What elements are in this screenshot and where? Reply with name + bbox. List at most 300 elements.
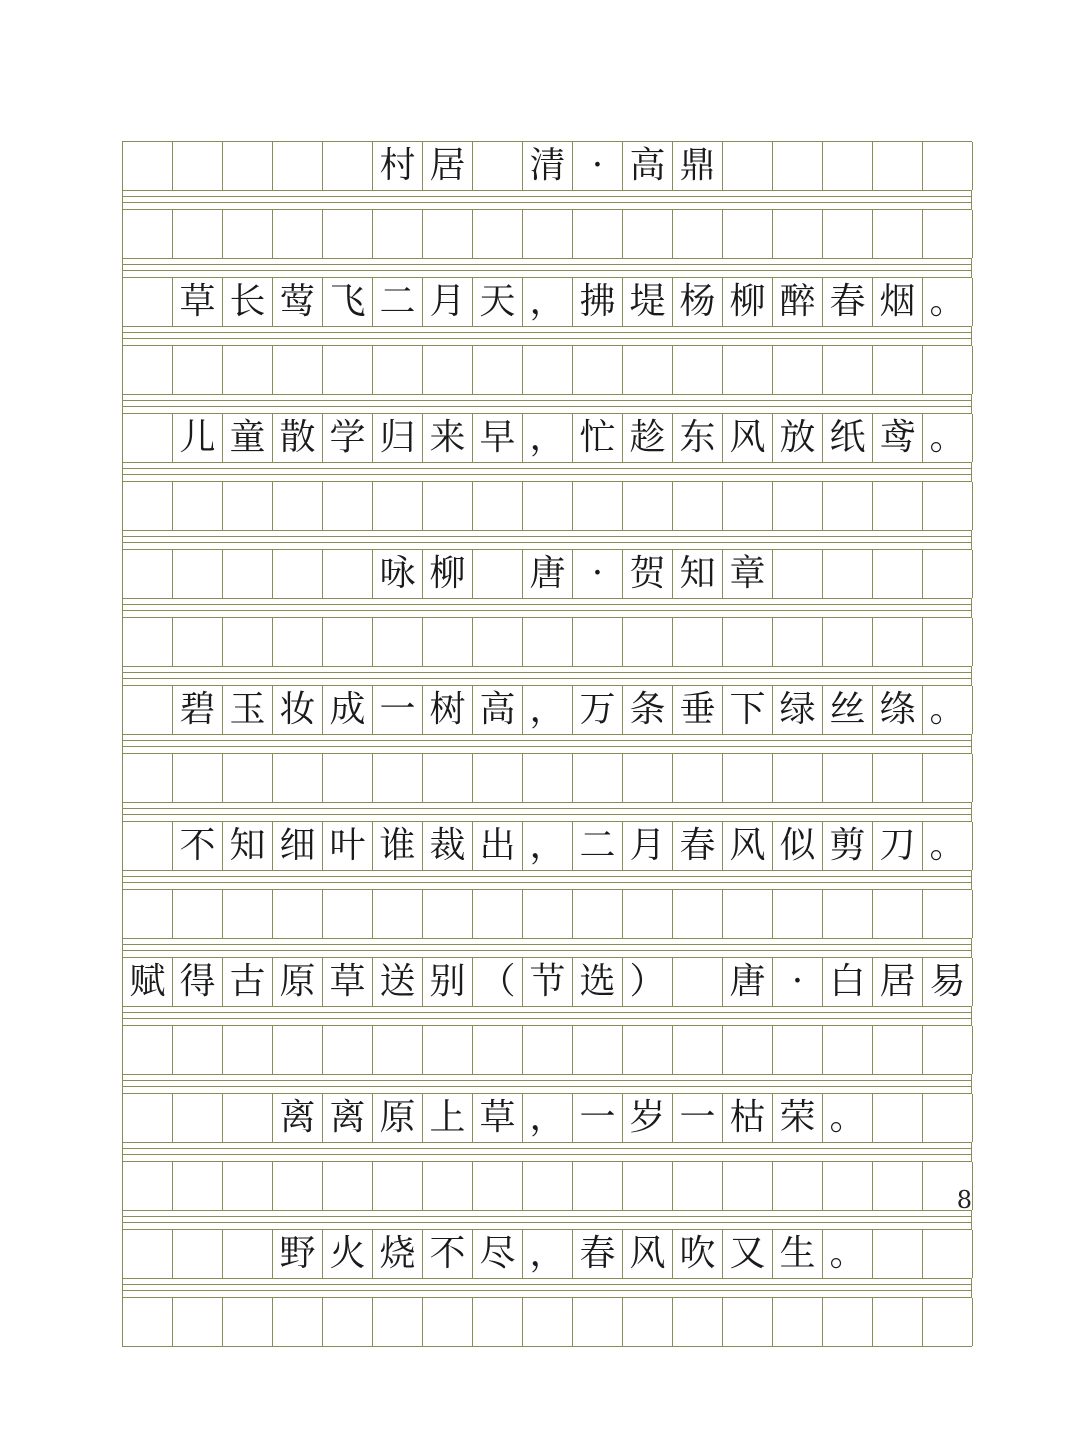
- grid-cell: [523, 346, 573, 394]
- grid-cell: [823, 1298, 873, 1346]
- grid-cell: [773, 1026, 823, 1074]
- grid-cell: [173, 1026, 223, 1074]
- row-gap-lines: [122, 1210, 972, 1229]
- grid-cell: 荣: [773, 1094, 823, 1142]
- grid-cell: [423, 754, 473, 802]
- grid-cell: [773, 482, 823, 530]
- grid-row: [122, 617, 972, 666]
- grid-cell: [273, 482, 323, 530]
- grid-cell: 烟: [873, 278, 923, 326]
- grid-cell: 草: [473, 1094, 523, 1142]
- grid-cell: 草: [323, 958, 373, 1006]
- grid-cell: [323, 210, 373, 258]
- grid-cell: [823, 142, 873, 190]
- grid-cell: [723, 346, 773, 394]
- grid-cell: 高: [473, 686, 523, 734]
- grid-cell: 拂: [573, 278, 623, 326]
- grid-cell: 天: [473, 278, 523, 326]
- grid-cell: ，: [523, 1230, 573, 1278]
- grid-cell: 。: [823, 1094, 873, 1142]
- grid-cell: [223, 1026, 273, 1074]
- grid-cell: [923, 1094, 973, 1142]
- grid-cell: [773, 754, 823, 802]
- grid-cell: [673, 346, 723, 394]
- grid-cell: [723, 890, 773, 938]
- grid-cell: [773, 346, 823, 394]
- grid-cell: [523, 1162, 573, 1210]
- grid-cell: 一: [673, 1094, 723, 1142]
- grid-cell: [273, 142, 323, 190]
- grid-cell: [273, 1162, 323, 1210]
- grid-cell: [223, 482, 273, 530]
- grid-cell: [873, 210, 923, 258]
- grid-cell: 二: [573, 822, 623, 870]
- grid-cell: 东: [673, 414, 723, 462]
- grid-cell: [123, 1026, 173, 1074]
- grid-cell: 学: [323, 414, 373, 462]
- grid-cell: [873, 1094, 923, 1142]
- grid-cell: [623, 482, 673, 530]
- grid-cell: [623, 618, 673, 666]
- grid-row: [122, 277, 972, 326]
- grid-cell: 裁: [423, 822, 473, 870]
- grid-cell: [923, 482, 973, 530]
- grid-cell: 易: [923, 958, 973, 1006]
- grid-cell: 叶: [323, 822, 373, 870]
- grid-cell: [473, 550, 523, 598]
- grid-cell: ，: [523, 686, 573, 734]
- grid-cell: 高: [623, 142, 673, 190]
- writing-grid: [122, 141, 972, 1347]
- grid-row: [122, 1025, 972, 1074]
- row-gap-lines: [122, 666, 972, 685]
- grid-cell: [773, 1298, 823, 1346]
- grid-row: [122, 685, 972, 734]
- grid-cell: [773, 550, 823, 598]
- grid-cell: [373, 210, 423, 258]
- grid-cell: 一: [573, 1094, 623, 1142]
- grid-cell: [573, 1162, 623, 1210]
- grid-cell: 枯: [723, 1094, 773, 1142]
- grid-cell: 。: [923, 822, 973, 870]
- row-gap-lines: [122, 530, 972, 549]
- grid-cell: [473, 1026, 523, 1074]
- grid-cell: [223, 550, 273, 598]
- grid-cell: 月: [423, 278, 473, 326]
- grid-cell: [123, 210, 173, 258]
- grid-cell: 鸢: [873, 414, 923, 462]
- row-gap-lines: [122, 326, 972, 345]
- grid-cell: 草: [173, 278, 223, 326]
- grid-cell: [473, 346, 523, 394]
- grid-cell: 知: [223, 822, 273, 870]
- grid-cell: 刀: [873, 822, 923, 870]
- grid-cell: [873, 754, 923, 802]
- grid-cell: 又: [723, 1230, 773, 1278]
- grid-cell: 烧: [373, 1230, 423, 1278]
- grid-cell: 趁: [623, 414, 673, 462]
- grid-cell: 堤: [623, 278, 673, 326]
- grid-cell: [923, 550, 973, 598]
- grid-cell: [823, 754, 873, 802]
- grid-cell: [323, 754, 373, 802]
- grid-cell: 似: [773, 822, 823, 870]
- grid-cell: ·: [773, 958, 823, 1006]
- grid-cell: [723, 210, 773, 258]
- grid-cell: ，: [523, 278, 573, 326]
- grid-cell: 白: [823, 958, 873, 1006]
- row-gap-lines: [122, 1074, 972, 1093]
- grid-cell: 谁: [373, 822, 423, 870]
- grid-cell: [923, 1230, 973, 1278]
- grid-cell: [123, 1230, 173, 1278]
- grid-cell: [123, 822, 173, 870]
- grid-cell: 村: [373, 142, 423, 190]
- grid-row: [122, 141, 972, 190]
- grid-cell: 知: [673, 550, 723, 598]
- grid-cell: [573, 1298, 623, 1346]
- grid-row: [122, 1297, 972, 1347]
- grid-cell: 清: [523, 142, 573, 190]
- grid-cell: [423, 346, 473, 394]
- grid-cell: 火: [323, 1230, 373, 1278]
- grid-cell: [373, 346, 423, 394]
- grid-cell: [923, 346, 973, 394]
- grid-cell: [723, 618, 773, 666]
- grid-cell: [223, 1162, 273, 1210]
- row-gap-lines: [122, 734, 972, 753]
- grid-cell: [223, 142, 273, 190]
- grid-cell: [723, 1298, 773, 1346]
- grid-cell: [923, 1298, 973, 1346]
- row-gap-lines: [122, 1278, 972, 1297]
- grid-cell: [173, 1162, 223, 1210]
- grid-cell: [223, 754, 273, 802]
- grid-cell: 柳: [423, 550, 473, 598]
- grid-cell: [173, 1298, 223, 1346]
- grid-cell: [223, 1298, 273, 1346]
- grid-cell: [473, 482, 523, 530]
- grid-cell: [323, 142, 373, 190]
- grid-cell: 细: [273, 822, 323, 870]
- grid-cell: [873, 1026, 923, 1074]
- grid-cell: [473, 210, 523, 258]
- grid-cell: [373, 618, 423, 666]
- grid-row: [122, 209, 972, 258]
- grid-cell: [673, 1298, 723, 1346]
- grid-cell: [423, 1298, 473, 1346]
- grid-cell: [823, 482, 873, 530]
- grid-cell: [523, 1026, 573, 1074]
- grid-cell: [873, 346, 923, 394]
- grid-cell: 居: [423, 142, 473, 190]
- grid-cell: 春: [673, 822, 723, 870]
- grid-row: [122, 345, 972, 394]
- grid-cell: ，: [523, 414, 573, 462]
- grid-cell: ·: [573, 550, 623, 598]
- row-gap-lines: [122, 1142, 972, 1161]
- grid-cell: [273, 754, 323, 802]
- grid-cell: [123, 754, 173, 802]
- grid-cell: [773, 618, 823, 666]
- grid-cell: 吹: [673, 1230, 723, 1278]
- grid-cell: 春: [573, 1230, 623, 1278]
- grid-cell: [123, 1094, 173, 1142]
- grid-cell: [323, 550, 373, 598]
- grid-cell: [373, 890, 423, 938]
- grid-cell: [623, 754, 673, 802]
- grid-cell: [773, 210, 823, 258]
- grid-cell: ，: [523, 822, 573, 870]
- grid-cell: [123, 482, 173, 530]
- grid-cell: [923, 1026, 973, 1074]
- grid-cell: 原: [273, 958, 323, 1006]
- grid-cell: [173, 142, 223, 190]
- grid-cell: 风: [723, 414, 773, 462]
- row-gap-lines: [122, 598, 972, 617]
- grid-cell: 来: [423, 414, 473, 462]
- grid-cell: [223, 1230, 273, 1278]
- grid-cell: [523, 754, 573, 802]
- grid-cell: [323, 1026, 373, 1074]
- grid-cell: 节: [523, 958, 573, 1006]
- grid-cell: [123, 346, 173, 394]
- grid-cell: 剪: [823, 822, 873, 870]
- grid-cell: [823, 1162, 873, 1210]
- grid-cell: 归: [373, 414, 423, 462]
- grid-cell: 早: [473, 414, 523, 462]
- grid-cell: [223, 618, 273, 666]
- grid-cell: [473, 754, 523, 802]
- grid-cell: [123, 278, 173, 326]
- grid-cell: [873, 142, 923, 190]
- grid-cell: [573, 210, 623, 258]
- grid-cell: [123, 686, 173, 734]
- grid-cell: 妆: [273, 686, 323, 734]
- grid-cell: [473, 1162, 523, 1210]
- grid-cell: [823, 550, 873, 598]
- grid-cell: [573, 346, 623, 394]
- grid-cell: 放: [773, 414, 823, 462]
- grid-cell: 忙: [573, 414, 623, 462]
- grid-cell: [323, 1298, 373, 1346]
- grid-cell: 一: [373, 686, 423, 734]
- grid-cell: [873, 1162, 923, 1210]
- row-gap-lines: [122, 258, 972, 277]
- grid-cell: [873, 618, 923, 666]
- grid-cell: 下: [723, 686, 773, 734]
- grid-cell: [273, 1298, 323, 1346]
- grid-cell: [423, 1026, 473, 1074]
- grid-cell: [623, 1298, 673, 1346]
- grid-cell: （: [473, 958, 523, 1006]
- grid-cell: [273, 890, 323, 938]
- grid-cell: 散: [273, 414, 323, 462]
- grid-cell: [123, 890, 173, 938]
- grid-cell: [773, 1162, 823, 1210]
- grid-cell: 风: [723, 822, 773, 870]
- grid-cell: [173, 890, 223, 938]
- grid-cell: [123, 414, 173, 462]
- grid-row: [122, 481, 972, 530]
- grid-cell: [623, 210, 673, 258]
- grid-cell: 童: [223, 414, 273, 462]
- grid-cell: [523, 1298, 573, 1346]
- grid-cell: 别: [423, 958, 473, 1006]
- grid-cell: [223, 1094, 273, 1142]
- grid-cell: 。: [923, 278, 973, 326]
- grid-cell: 玉: [223, 686, 273, 734]
- grid-cell: 唐: [523, 550, 573, 598]
- grid-cell: [773, 142, 823, 190]
- grid-cell: 送: [373, 958, 423, 1006]
- grid-cell: [573, 890, 623, 938]
- grid-cell: [423, 618, 473, 666]
- grid-cell: 长: [223, 278, 273, 326]
- grid-cell: [373, 1298, 423, 1346]
- grid-cell: ）: [623, 958, 673, 1006]
- grid-cell: [873, 1230, 923, 1278]
- grid-cell: 醉: [773, 278, 823, 326]
- grid-cell: [373, 1026, 423, 1074]
- grid-cell: [523, 210, 573, 258]
- grid-cell: 条: [623, 686, 673, 734]
- grid-cell: 莺: [273, 278, 323, 326]
- grid-row: [122, 1093, 972, 1142]
- grid-cell: [673, 210, 723, 258]
- grid-cell: [123, 550, 173, 598]
- grid-cell: [173, 754, 223, 802]
- grid-cell: [673, 958, 723, 1006]
- grid-cell: [273, 1026, 323, 1074]
- grid-cell: [723, 482, 773, 530]
- grid-cell: [423, 1162, 473, 1210]
- grid-cell: [823, 890, 873, 938]
- grid-cell: [323, 890, 373, 938]
- grid-cell: 垂: [673, 686, 723, 734]
- grid-cell: [173, 346, 223, 394]
- grid-cell: 鼎: [673, 142, 723, 190]
- grid-cell: [223, 210, 273, 258]
- grid-cell: [323, 618, 373, 666]
- grid-cell: 月: [623, 822, 673, 870]
- grid-cell: 纸: [823, 414, 873, 462]
- grid-cell: 丝: [823, 686, 873, 734]
- grid-cell: [373, 754, 423, 802]
- grid-cell: 不: [423, 1230, 473, 1278]
- grid-cell: [573, 754, 623, 802]
- grid-cell: [523, 482, 573, 530]
- grid-cell: [473, 618, 523, 666]
- grid-cell: [573, 1026, 623, 1074]
- grid-cell: [323, 482, 373, 530]
- grid-cell: 树: [423, 686, 473, 734]
- grid-cell: 飞: [323, 278, 373, 326]
- grid-cell: [173, 550, 223, 598]
- grid-cell: 。: [823, 1230, 873, 1278]
- row-gap-lines: [122, 462, 972, 481]
- grid-cell: [173, 482, 223, 530]
- grid-row: [122, 957, 972, 1006]
- grid-cell: 碧: [173, 686, 223, 734]
- grid-cell: ·: [573, 142, 623, 190]
- grid-cell: [473, 1298, 523, 1346]
- grid-cell: 章: [723, 550, 773, 598]
- grid-cell: [873, 1298, 923, 1346]
- grid-cell: 上: [423, 1094, 473, 1142]
- grid-cell: [673, 890, 723, 938]
- grid-row: [122, 821, 972, 870]
- grid-cell: [523, 618, 573, 666]
- grid-cell: 绦: [873, 686, 923, 734]
- grid-cell: 赋: [123, 958, 173, 1006]
- grid-cell: [223, 890, 273, 938]
- grid-cell: [423, 482, 473, 530]
- grid-cell: 古: [223, 958, 273, 1006]
- grid-cell: [473, 890, 523, 938]
- grid-cell: [273, 550, 323, 598]
- grid-cell: 杨: [673, 278, 723, 326]
- grid-cell: [823, 210, 873, 258]
- grid-cell: [923, 754, 973, 802]
- grid-cell: 离: [323, 1094, 373, 1142]
- grid-cell: [123, 618, 173, 666]
- grid-cell: [273, 210, 323, 258]
- grid-cell: [173, 210, 223, 258]
- grid-cell: [673, 482, 723, 530]
- row-gap-lines: [122, 190, 972, 209]
- grid-cell: [173, 1094, 223, 1142]
- grid-cell: [723, 1026, 773, 1074]
- grid-cell: 得: [173, 958, 223, 1006]
- grid-cell: 出: [473, 822, 523, 870]
- grid-cell: [423, 210, 473, 258]
- grid-cell: [473, 142, 523, 190]
- grid-cell: 儿: [173, 414, 223, 462]
- grid-cell: [423, 890, 473, 938]
- row-gap-lines: [122, 870, 972, 889]
- grid-cell: 柳: [723, 278, 773, 326]
- grid-cell: 咏: [373, 550, 423, 598]
- grid-cell: 生: [773, 1230, 823, 1278]
- grid-cell: [223, 346, 273, 394]
- grid-cell: [823, 346, 873, 394]
- grid-cell: [573, 482, 623, 530]
- grid-cell: [873, 550, 923, 598]
- grid-cell: 不: [173, 822, 223, 870]
- grid-cell: 原: [373, 1094, 423, 1142]
- grid-cell: 风: [623, 1230, 673, 1278]
- grid-cell: [923, 142, 973, 190]
- grid-cell: [623, 890, 673, 938]
- grid-cell: 选: [573, 958, 623, 1006]
- grid-cell: [323, 1162, 373, 1210]
- grid-cell: [323, 346, 373, 394]
- grid-cell: 春: [823, 278, 873, 326]
- grid-cell: [123, 1298, 173, 1346]
- grid-cell: [523, 890, 573, 938]
- grid-cell: 岁: [623, 1094, 673, 1142]
- grid-cell: 二: [373, 278, 423, 326]
- grid-cell: [823, 1026, 873, 1074]
- grid-cell: 贺: [623, 550, 673, 598]
- grid-cell: [923, 618, 973, 666]
- grid-cell: [373, 482, 423, 530]
- grid-cell: 尽: [473, 1230, 523, 1278]
- grid-cell: [673, 618, 723, 666]
- grid-cell: [173, 1230, 223, 1278]
- grid-cell: [773, 890, 823, 938]
